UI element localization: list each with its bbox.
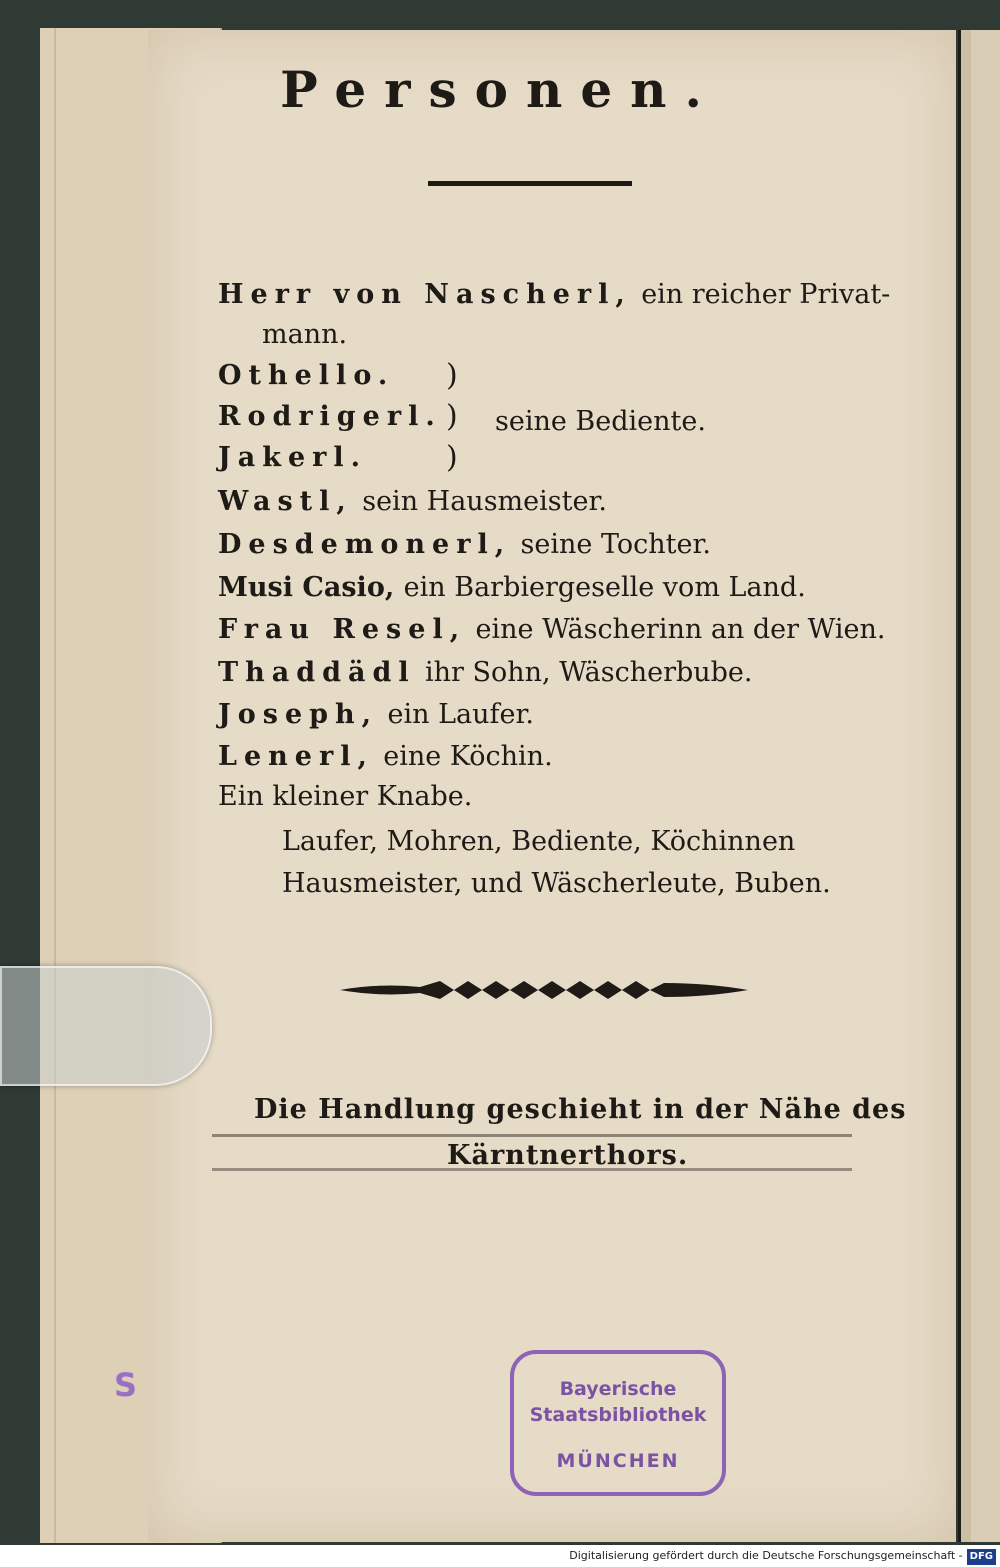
board-stamp-letter: S	[114, 1366, 138, 1404]
handlung-line-2: Kärntnerthors.	[447, 1140, 689, 1171]
cast-line-othello: Othello.	[218, 360, 395, 391]
bracket-1: )	[446, 358, 458, 393]
cast-line-nascherl: Herr von Nascherl, ein reicher Privat-	[218, 279, 891, 310]
cast-line-knabe: Ein kleiner Knabe.	[218, 781, 473, 812]
stamp-line-2: Staatsbibliothek	[529, 1404, 707, 1426]
cast-line-continuation: mann.	[262, 319, 348, 350]
footer-bar	[0, 1545, 1000, 1567]
cast-line-rodrigerl: Rodrigerl.	[218, 401, 442, 432]
cast-line-wastl: Wastl, sein Hausmeister.	[218, 486, 607, 517]
cast-line-desdemonerl: Desdemonerl, seine Tochter.	[218, 529, 711, 560]
servants-desc: seine Bediente.	[495, 406, 706, 437]
underline-2	[212, 1168, 852, 1171]
cast-line-extras-2: Hausmeister, und Wäscherleute, Buben.	[282, 868, 831, 899]
board-edge	[54, 28, 56, 1543]
cast-line-resel: Frau Resel, eine Wäscherinn an der Wien.	[218, 614, 886, 645]
dfg-logo: DFG	[967, 1549, 996, 1565]
underline-1	[212, 1134, 852, 1137]
title-rule	[428, 181, 632, 186]
scan-clip	[0, 966, 212, 1086]
library-stamp	[510, 1350, 726, 1496]
handlung-line-1: Die Handlung geschieht in der Nähe des	[254, 1094, 907, 1125]
cast-line-lenerl: Lenerl, eine Köchin.	[218, 741, 553, 772]
page-title: Personen.	[280, 60, 720, 119]
cast-line-joseph: Joseph, ein Laufer.	[218, 699, 534, 730]
cast-line-casio: Musi Casio, ein Barbiergeselle vom Land.	[218, 572, 806, 603]
cast-line-thaddaedl: Thaddädl ihr Sohn, Wäscherbube.	[218, 657, 753, 688]
ornament-divider	[340, 975, 748, 1005]
bracket-2: )	[446, 399, 458, 434]
bracket-3: )	[446, 440, 458, 475]
footer-text: Digitalisierung gefördert durch die Deutsche Forschungsgemeinschaft -	[569, 1549, 963, 1562]
cast-line-extras-1: Laufer, Mohren, Bediente, Köchinnen	[282, 826, 796, 857]
stamp-line-3: MÜNCHEN	[556, 1450, 680, 1472]
stamp-line-1: Bayerische	[559, 1378, 677, 1400]
next-page-edge	[958, 30, 1000, 1542]
cast-line-jakerl: Jakerl.	[218, 442, 368, 473]
